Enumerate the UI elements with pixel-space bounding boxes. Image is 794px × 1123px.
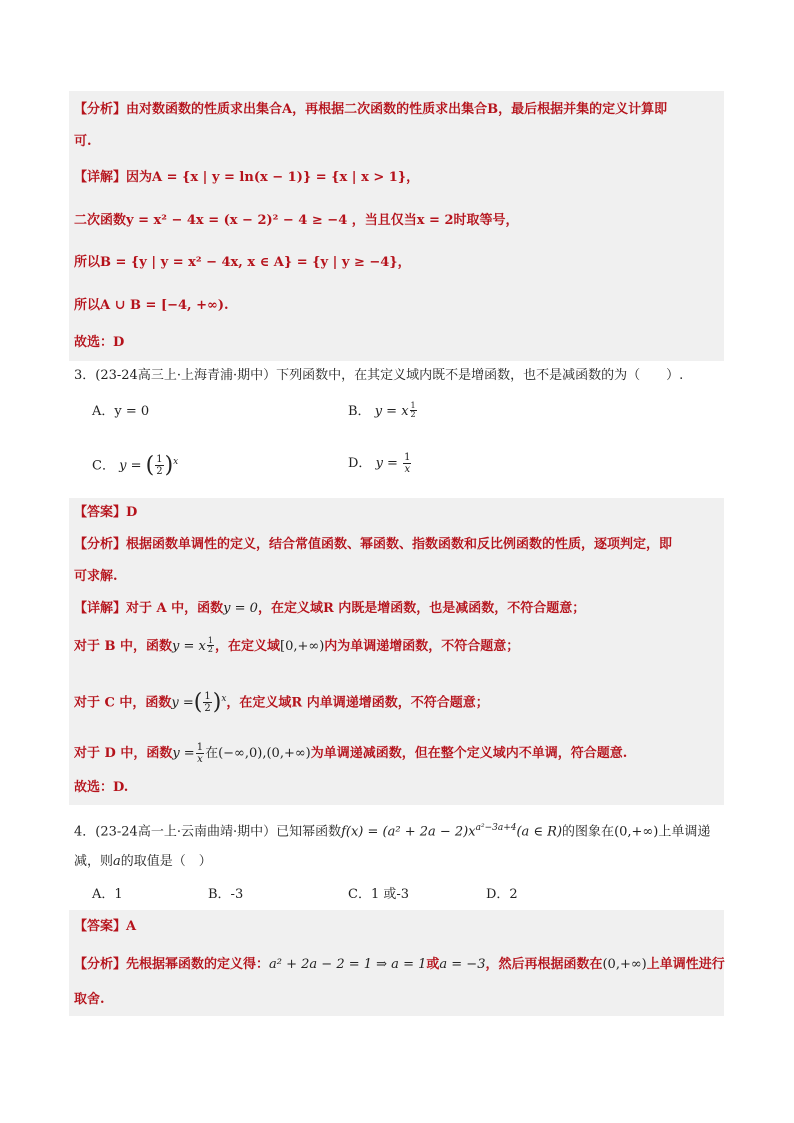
q3-analysis-tag: 【分析】 bbox=[74, 537, 127, 552]
q3-option-c-label: C． bbox=[92, 458, 115, 474]
q3-answer: D bbox=[126, 505, 138, 520]
q4-answer-line bbox=[74, 917, 136, 937]
q3-option-a: A．y = 0 bbox=[92, 404, 150, 419]
q3-option-d bbox=[348, 452, 412, 475]
q4-analysis-tag: 【分析】 bbox=[74, 957, 127, 972]
q3-option-c: C． y = ( $\frac{1}{2}$ )$^x$ bbox=[92, 452, 179, 478]
q3-detail-line-4: 对于 D 中，函数y = $\frac{1}{x}$ 在(−∞,0),(0,+∞)为单调递减函数，但在整个定义域内不单调，符合题意. bbox=[74, 742, 628, 765]
q3-option-b-expr: y = x bbox=[374, 404, 409, 419]
q3-analysis-line-2: 可求解. bbox=[74, 569, 118, 584]
detail-line-3: 所以B = {y | y = x² − 4x, x ∈ A} = {y | y ≥ −4}， bbox=[74, 255, 411, 270]
detail-line-2: 二次函数y = x² − 4x = (x − 2)² − 4 ≥ −4 ，当且仅当x = 2时取等号， bbox=[74, 213, 519, 228]
analysis-text: 由对数函数的性质求出集合A，再根据二次函数的性质求出集合B，最后根据并集的定义计算即 bbox=[126, 102, 668, 117]
q3-option-d-fraction: $\frac{1}{x}$ bbox=[404, 452, 411, 475]
q4-answer: A bbox=[126, 919, 137, 934]
q3-option-b-label: B． bbox=[348, 404, 371, 419]
q3-analysis-line-1 bbox=[74, 535, 672, 555]
choice-line: 故选：D bbox=[74, 335, 125, 350]
detail-line-4: 所以A ∪ B = [−4, +∞). bbox=[74, 298, 229, 313]
q3-option-c-fraction: $\frac{1}{2}$ bbox=[156, 454, 163, 478]
q4-analysis-line-1: 【分析】先根据幂函数的定义得：a² + 2a − 2 = 1 ⇒ a = 1或a = −3，然后再根据函数在(0,+∞)上单调性进行 bbox=[74, 957, 725, 972]
q4-stem-line-1: 4．(23-24高一上·云南曲靖·期中）已知幂函数$f(x) = (a^2 + 2a - 2)x^{a^2-3a+4}(a$ ∈ R)的图象在(0,+∞)上单调递 bbox=[74, 823, 711, 840]
q3-answer-line bbox=[74, 503, 137, 523]
analysis-line-2: 可. bbox=[74, 134, 92, 149]
q4-stem-line-2: 减，则a的取值是（ ） bbox=[74, 854, 212, 869]
detail-line-1 bbox=[74, 168, 419, 188]
q3-choice-line: 故选：D. bbox=[74, 780, 129, 795]
q3-detail-line-2: 对于 B 中，函数y = x $\frac{1}{2}$ ，在定义域[0,+∞)内为单调递增函数，不符合题意； bbox=[74, 636, 520, 654]
q3-option-d-expr: y = bbox=[375, 456, 398, 471]
q3-analysis-text: 根据函数单调性的定义，结合常值函数、幂函数、指数函数和反比例函数的性质，逐项判定，即 bbox=[126, 537, 673, 552]
q4-answer-tag: 【答案】 bbox=[74, 919, 127, 934]
q4-analysis-line-2: 取舍. bbox=[74, 992, 105, 1007]
q3-answer-tag: 【答案】 bbox=[74, 505, 127, 520]
q4-option-b: B．-3 bbox=[208, 887, 244, 902]
q3-stem: 3．(23-24高三上·上海青浦·期中）下列函数中，在其定义域内既不是增函数，也不是减函数的为（ ）. bbox=[74, 368, 684, 383]
q3-option-b-exponent: $\frac{1}{2}$ bbox=[410, 401, 416, 419]
q3-option-d-label: D． bbox=[348, 456, 372, 471]
q4-option-c: C．1 或-3 bbox=[348, 887, 410, 902]
q3-option-b bbox=[348, 402, 418, 422]
q3-option-c-expr: y = bbox=[119, 458, 142, 474]
q4-option-d: D．2 bbox=[486, 887, 518, 902]
q4-option-a: A．1 bbox=[92, 887, 123, 902]
q3-detail-line-3: 对于 C 中，函数y =( $\frac{1}{2}$ )$^x$，在定义域R 内单调递增函数，不符合题意； bbox=[74, 689, 489, 715]
detail-tag: 【详解】 bbox=[74, 170, 127, 185]
analysis-tag: 【分析】 bbox=[74, 102, 127, 117]
analysis-line-1 bbox=[74, 100, 667, 120]
q3-detail-tag: 【详解】 bbox=[74, 601, 127, 616]
q3-detail-line-1: 【详解】对于 A 中，函数y = 0，在定义域R 内既是增函数，也是减函数，不符合题意； bbox=[74, 601, 586, 616]
detail-text-1: 因为A = {x | y = ln(x − 1)} = {x | x > 1}， bbox=[126, 170, 420, 185]
